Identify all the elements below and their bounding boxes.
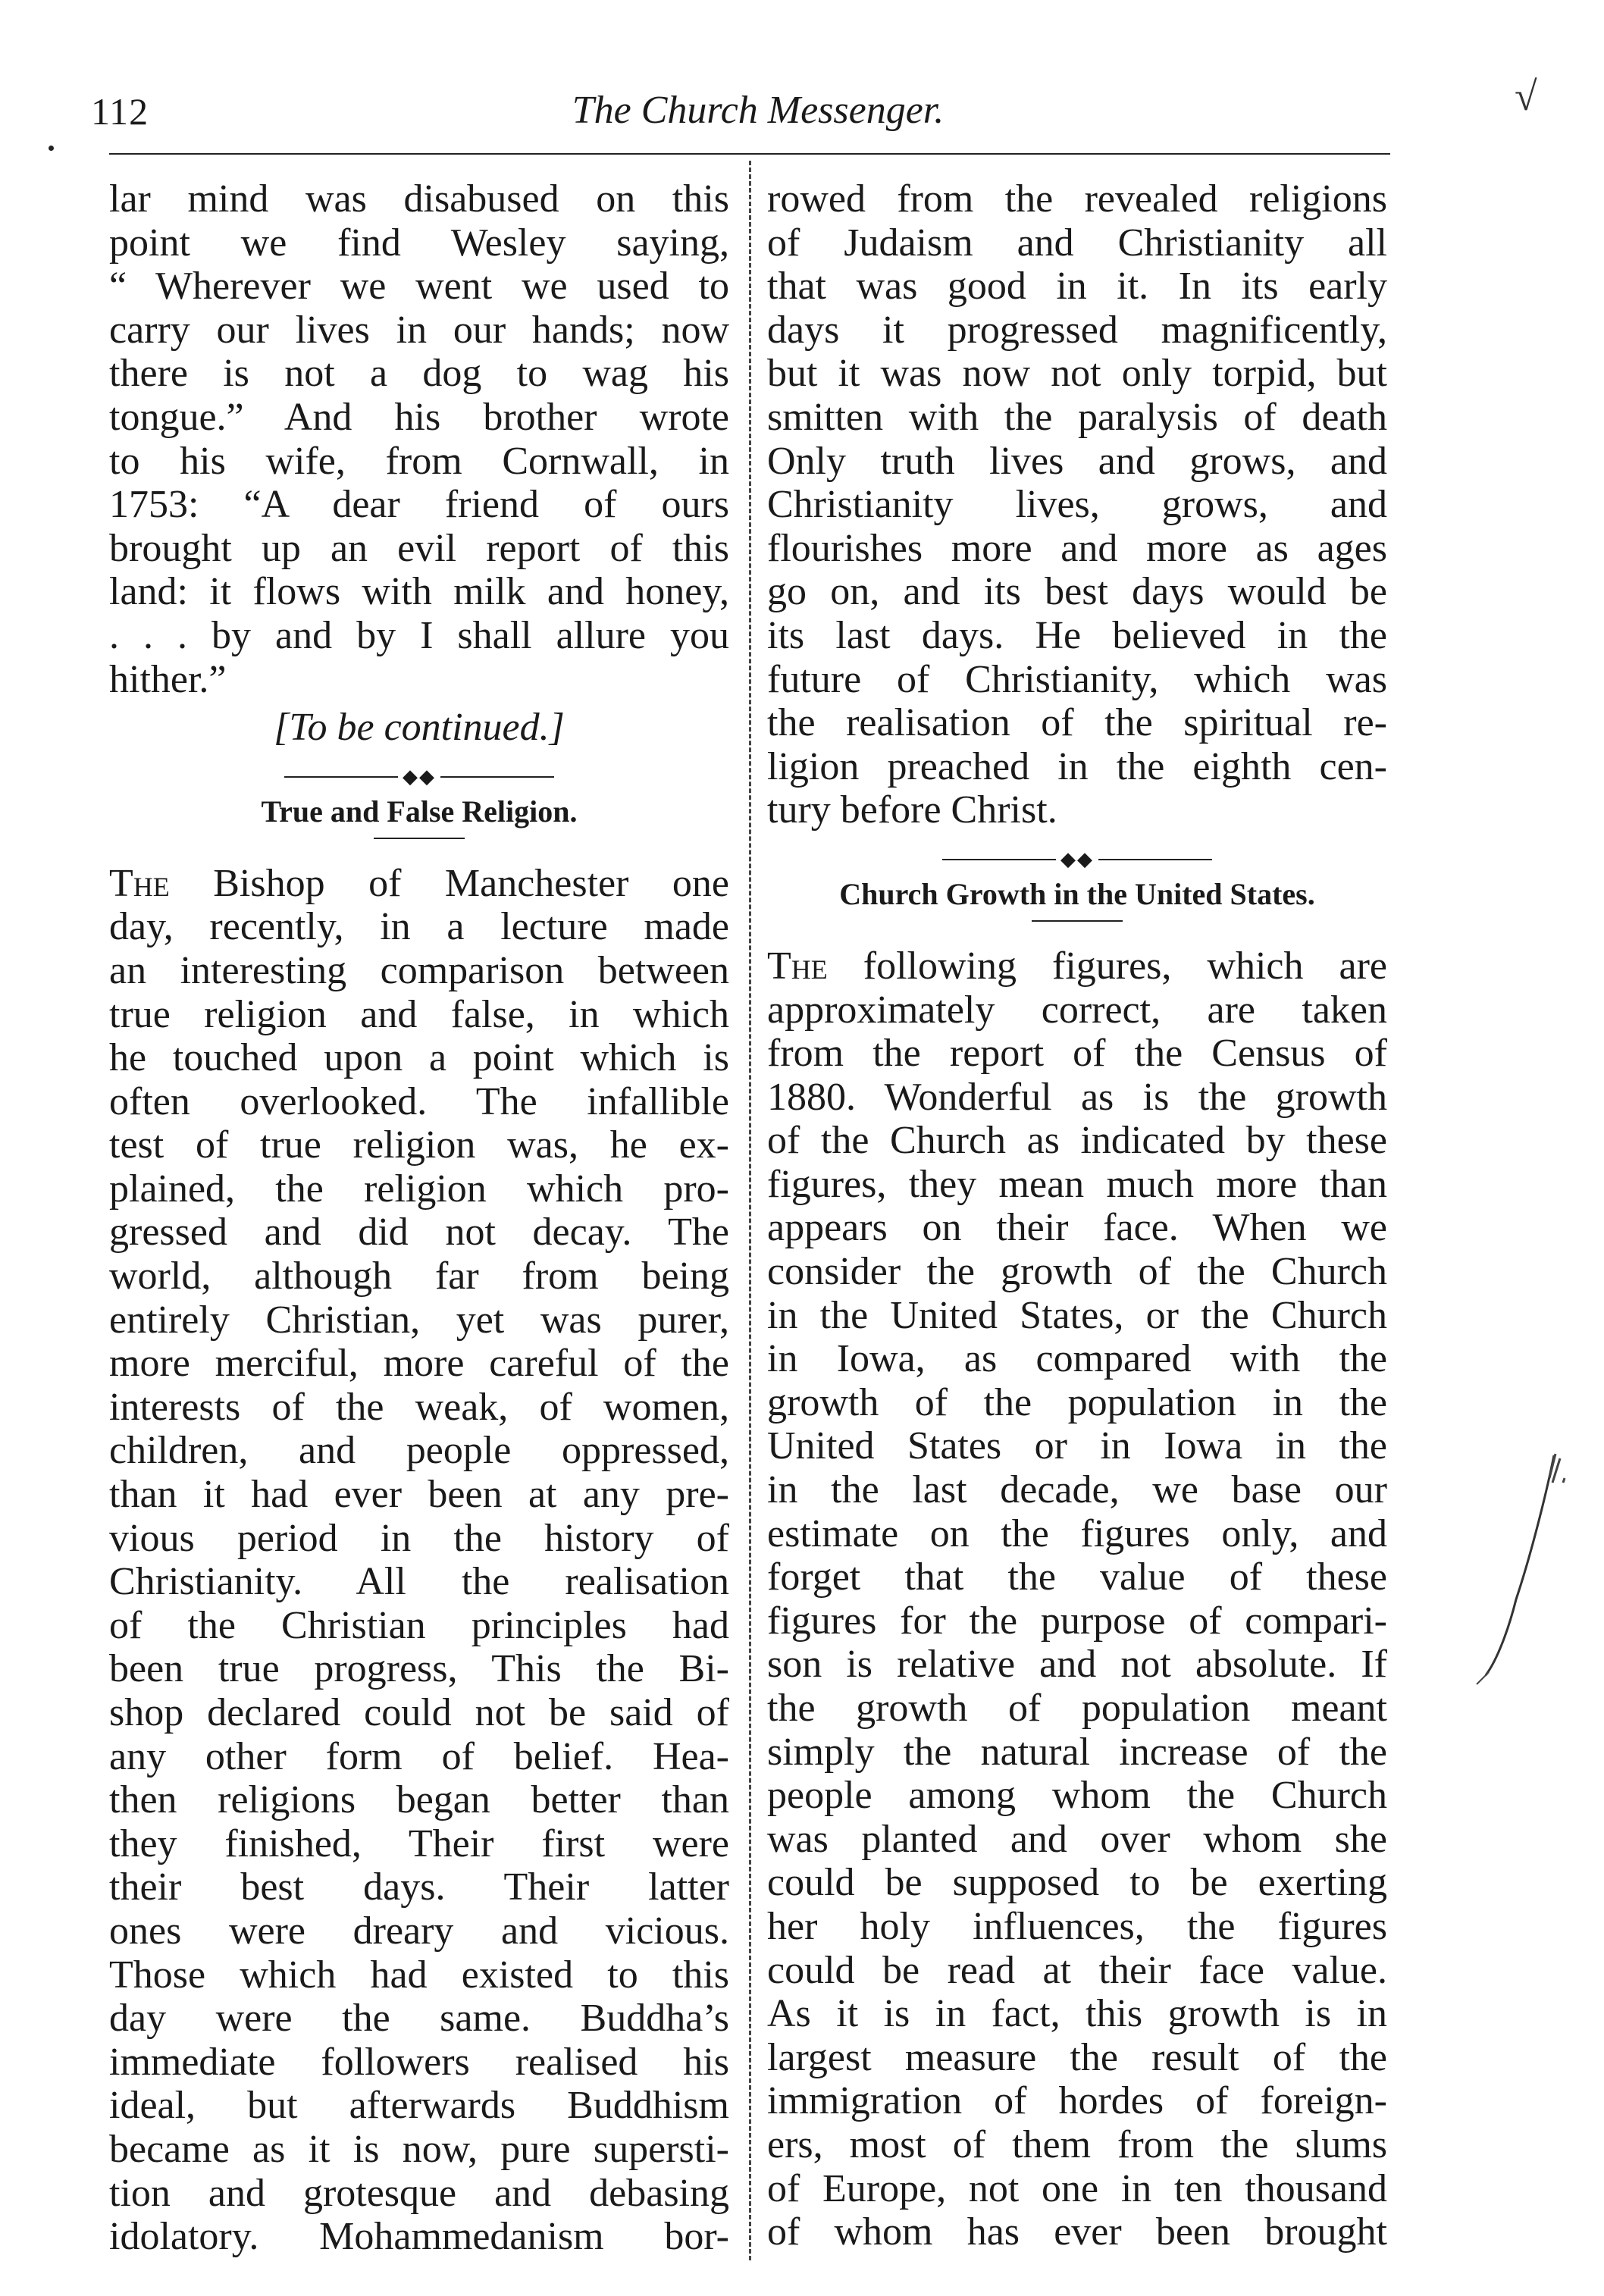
text-line: “ Wherever we went we used to: [109, 265, 729, 309]
text-line: appears on their face. When we: [767, 1206, 1387, 1250]
text-line: Christianity. All the realisation: [109, 1560, 729, 1604]
text-line: than it had ever been at any pre-: [109, 1473, 729, 1517]
text-line: an interesting comparison between: [109, 948, 729, 992]
ink-speck: [49, 146, 54, 151]
text-line: ideal, but afterwards Buddhism: [109, 2084, 729, 2128]
text-line: of Europe, not one in ten thousand: [767, 2166, 1387, 2210]
text-line: ers, most of them from the slums: [767, 2122, 1387, 2166]
right-continuation-text: [767, 177, 1387, 832]
text-line: hither.”: [109, 657, 227, 701]
text-line: her holy influences, the figures: [767, 1904, 1387, 1948]
lead-word: The: [109, 861, 170, 905]
text-line: then religions began better than: [109, 1778, 729, 1822]
text-line: future of Christianity, which was: [767, 657, 1387, 701]
text-line: the realisation of the spiritual re-: [767, 701, 1387, 745]
text-line: any other form of belief. Hea-: [109, 1734, 729, 1778]
text-line: he touched upon a point which is: [109, 1036, 729, 1080]
text-line: ones were dreary and vicious.: [109, 1909, 729, 1953]
text-line: smitten with the paralysis of death: [767, 395, 1387, 439]
text-line: immigration of hordes of foreign-: [767, 2079, 1387, 2123]
text-line: of the Christian principles had: [109, 1603, 729, 1647]
text-line: As it is in fact, this growth is in: [767, 1992, 1387, 2036]
text-line: tion and grotesque and debasing: [109, 2171, 729, 2215]
text-line: tury before Christ.: [767, 788, 1057, 832]
text-line: that was good in it. In its early: [767, 265, 1387, 309]
text-line: of Judaism and Christianity all: [767, 221, 1387, 265]
text-line: Those which had existed to this: [109, 1953, 729, 1997]
text-line: test of true religion was, he ex-: [109, 1123, 729, 1167]
text-line: idolatory. Mohammedanism bor-: [109, 2215, 729, 2259]
text-line: of the Church as indicated by these: [767, 1119, 1387, 1163]
heading-rule: [374, 838, 465, 839]
text-line: point we find Wesley saying,: [109, 221, 729, 265]
lead-word: The: [767, 944, 828, 988]
text-line: go on, and its best days would be: [767, 570, 1387, 614]
margin-pencil-mark: [1471, 1448, 1592, 1690]
text-line: there is not a dog to wag his: [109, 352, 729, 396]
text-line: could be supposed to be exerting: [767, 1861, 1387, 1905]
text-line: its last days. He believed in the: [767, 613, 1387, 657]
heading-rule: [1032, 920, 1123, 922]
text-line: brought up an evil report of this: [109, 526, 729, 570]
text-line: they finished, Their first were: [109, 1821, 729, 1865]
text-line: could be read at their face value.: [767, 1948, 1387, 1992]
text-line: rowed from the revealed religions: [767, 177, 1387, 221]
handwritten-check-mark: √: [1515, 74, 1537, 119]
text-line: Christianity lives, grows, and: [767, 483, 1387, 527]
text-line: plained, the religion which pro-: [109, 1167, 729, 1211]
text-line: Only truth lives and grows, and: [767, 439, 1387, 483]
text-line: was planted and over whom she: [767, 1817, 1387, 1861]
article-heading-true-false-religion: True and False Religion.: [261, 794, 578, 829]
text-line: more merciful, more careful of the: [109, 1342, 729, 1386]
article-body-true-false-religion: [109, 862, 729, 2259]
running-title: The Church Messenger.: [572, 89, 945, 132]
text-line: estimate on the figures only, and: [767, 1511, 1387, 1555]
text-line: true religion and false, in which: [109, 992, 729, 1036]
text-line: day, recently, in a lecture made: [109, 905, 729, 949]
left-continuation-text: [109, 177, 729, 701]
text-line: lar mind was disabused on this: [109, 177, 729, 221]
text-line: consider the growth of the Church: [767, 1250, 1387, 1294]
text-line: been true progress, This the Bi-: [109, 1647, 729, 1691]
text-line: from the report of the Census of: [767, 1032, 1387, 1076]
text-line: entirely Christian, yet was purer,: [109, 1298, 729, 1342]
article-body-church-growth: [767, 944, 1387, 2254]
text-line: often overlooked. The infallible: [109, 1079, 729, 1123]
text-line: 1880. Wonderful as is the growth: [767, 1075, 1387, 1119]
text-line: the growth of population meant: [767, 1687, 1387, 1730]
text-line: days it progressed magnificently,: [767, 308, 1387, 352]
text-line: shop declared could not be said of: [109, 1691, 729, 1734]
text-line: 1753: “A dear friend of ours: [109, 483, 729, 527]
text-line: The following figures, which are: [767, 944, 1387, 988]
text-line: son is relative and not absolute. If: [767, 1643, 1387, 1687]
text-line: gressed and did not decay. The: [109, 1211, 729, 1254]
text-line: figures, they mean much more than: [767, 1162, 1387, 1206]
text-line: in Iowa, as compared with the: [767, 1337, 1387, 1381]
text-line: day were the same. Buddha’s: [109, 1997, 729, 2041]
text-line: land: it flows with milk and honey,: [109, 570, 729, 614]
article-heading-church-growth: Church Growth in the United States.: [839, 876, 1315, 911]
text-line: vious period in the history of: [109, 1516, 729, 1560]
text-line: ligion preached in the eighth cen-: [767, 744, 1387, 788]
text-line: United States or in Iowa in the: [767, 1424, 1387, 1468]
text-line: their best days. Their latter: [109, 1865, 729, 1909]
text-line: flourishes more and more as ages: [767, 526, 1387, 570]
text-line: in the United States, or the Church: [767, 1293, 1387, 1337]
text-line: figures for the purpose of compari-: [767, 1599, 1387, 1643]
text-line: to his wife, from Cornwall, in: [109, 439, 729, 483]
text-line: children, and people oppressed,: [109, 1429, 729, 1473]
text-line: tongue.” And his brother wrote: [109, 395, 729, 439]
text-line: The Bishop of Manchester one: [109, 861, 729, 905]
right-column: [767, 177, 1387, 2254]
text-line: simply the natural increase of the: [767, 1730, 1387, 1774]
section-ornament: ◆◆: [767, 843, 1387, 873]
left-column: [109, 177, 729, 2259]
text-line: approximately correct, are taken: [767, 988, 1387, 1032]
page-number: 112: [91, 90, 149, 133]
text-line: . . . by and by I shall allure you: [109, 613, 729, 657]
text-line: immediate followers realised his: [109, 2040, 729, 2084]
column-divider: [749, 161, 751, 2260]
text-line: growth of the population in the: [767, 1380, 1387, 1424]
text-line: forget that the value of these: [767, 1555, 1387, 1599]
text-line: world, although far from being: [109, 1254, 729, 1298]
section-ornament: ◆◆: [109, 760, 729, 791]
text-line: largest measure the result of the: [767, 2035, 1387, 2079]
text-line: people among whom the Church: [767, 1774, 1387, 1818]
text-line: in the last decade, we base our: [767, 1468, 1387, 1512]
header-rule: [109, 153, 1390, 155]
text-line: of whom has ever been brought: [767, 2210, 1387, 2254]
text-line: but it was now not only torpid, but: [767, 352, 1387, 396]
text-line: carry our lives in our hands; now: [109, 308, 729, 352]
to-be-continued-note: [To be continued.]: [274, 706, 565, 750]
text-line: interests of the weak, of women,: [109, 1385, 729, 1429]
text-line: became as it is now, pure supersti-: [109, 2127, 729, 2171]
